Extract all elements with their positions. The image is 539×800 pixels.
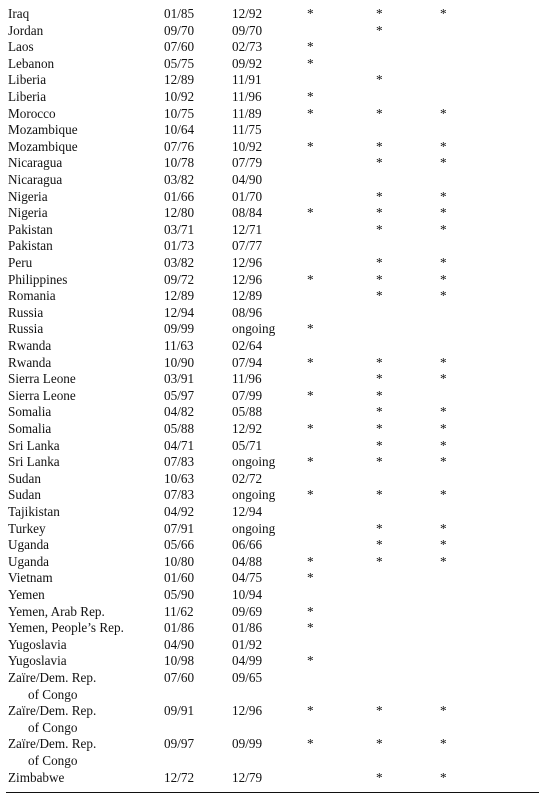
country-name: Pakistan (8, 221, 53, 237)
asterisk-mark-3: * (440, 537, 447, 553)
start-date: 09/70 (164, 22, 195, 38)
asterisk-mark-2: * (376, 520, 383, 536)
table-row (0, 155, 539, 172)
asterisk-mark-3: * (440, 703, 447, 719)
asterisk-mark-2: * (376, 155, 383, 171)
start-date: 07/83 (164, 487, 195, 503)
country-name: Somalia (8, 404, 52, 420)
asterisk-mark-1: * (307, 703, 314, 719)
start-date: 10/75 (164, 105, 195, 121)
start-date: 10/63 (164, 470, 195, 486)
start-date: 07/91 (164, 520, 195, 536)
asterisk-mark-3: * (440, 188, 447, 204)
country-name: Yemen, Arab Rep. (8, 603, 105, 619)
table-row (0, 703, 539, 736)
table-row (0, 122, 539, 139)
asterisk-mark-2: * (376, 288, 383, 304)
start-date: 03/82 (164, 255, 195, 270)
asterisk-mark-2: * (376, 553, 383, 569)
end-date: 11/91 (232, 72, 262, 88)
end-date: 04/99 (232, 653, 263, 669)
asterisk-mark-1: * (307, 39, 314, 55)
country-name: Romania (8, 288, 56, 304)
end-date: 06/66 (232, 537, 263, 553)
asterisk-mark-3: * (440, 205, 447, 221)
table-row (0, 89, 539, 106)
country-name: Rwanda (8, 338, 52, 353)
table-row (0, 388, 539, 405)
start-date: 01/86 (164, 620, 195, 636)
asterisk-mark-3: * (440, 454, 447, 470)
asterisk-mark-1: * (307, 354, 314, 370)
start-date: 12/72 (164, 769, 195, 785)
table-row (0, 670, 539, 703)
end-date: 05/88 (232, 404, 263, 420)
asterisk-mark-1: * (307, 620, 314, 636)
end-date: ongoing (232, 520, 276, 536)
country-name: Nicaragua (8, 155, 63, 171)
table-row (0, 554, 539, 571)
table-row (0, 404, 539, 421)
asterisk-mark-2: * (376, 703, 383, 719)
start-date: 07/60 (164, 670, 195, 685)
asterisk-mark-2: * (376, 371, 383, 387)
table-row (0, 189, 539, 206)
asterisk-mark-2: * (376, 271, 383, 287)
country-name: Russia (8, 321, 44, 337)
start-date: 12/94 (164, 304, 195, 320)
asterisk-mark-2: * (376, 205, 383, 221)
end-date: 12/96 (232, 271, 263, 287)
start-date: 10/64 (164, 122, 195, 138)
end-date: ongoing (232, 454, 276, 470)
start-date: 01/85 (164, 6, 195, 21)
asterisk-mark-3: * (440, 105, 447, 121)
table-row (0, 537, 539, 554)
country-name: Mozambique (8, 138, 78, 154)
asterisk-mark-1: * (307, 321, 314, 337)
table-row (0, 587, 539, 604)
asterisk-mark-2: * (376, 22, 383, 38)
asterisk-mark-2: * (376, 221, 383, 237)
table-row (0, 72, 539, 89)
asterisk-mark-2: * (376, 354, 383, 370)
asterisk-mark-2: * (376, 105, 383, 121)
table-row (0, 770, 539, 787)
table-bottom-rule (6, 792, 539, 793)
end-date: 08/84 (232, 205, 263, 221)
asterisk-mark-3: * (440, 769, 447, 785)
asterisk-mark-1: * (307, 89, 314, 104)
country-name: Uganda (8, 537, 50, 553)
start-date: 03/71 (164, 221, 195, 237)
table-row (0, 238, 539, 255)
end-date: 12/96 (232, 255, 263, 270)
end-date: 12/92 (232, 421, 263, 436)
country-name: Sudan (8, 487, 41, 503)
end-date: 09/99 (232, 736, 263, 752)
asterisk-mark-3: * (440, 371, 447, 387)
asterisk-mark-2: * (376, 6, 383, 21)
country-name: Vietnam (8, 570, 53, 586)
end-date: 12/79 (232, 769, 263, 785)
asterisk-mark-1: * (307, 6, 314, 21)
end-date: 02/64 (232, 338, 263, 353)
end-date: 12/92 (232, 6, 263, 21)
table-row (0, 504, 539, 521)
asterisk-mark-1: * (307, 105, 314, 121)
table-row (0, 521, 539, 538)
end-date: 04/75 (232, 570, 263, 586)
country-name: Jordan (8, 22, 44, 38)
country-name: Sri Lanka (8, 454, 60, 470)
asterisk-mark-3: * (440, 736, 447, 752)
asterisk-mark-1: * (307, 653, 314, 669)
end-date: 09/69 (232, 603, 263, 619)
end-date: 01/86 (232, 620, 263, 636)
start-date: 03/82 (164, 172, 195, 187)
table-row (0, 56, 539, 73)
table-row (0, 305, 539, 322)
country-name: Liberia (8, 72, 47, 88)
table-row (0, 6, 539, 23)
table-row (0, 570, 539, 587)
country-name: Yugoslavia (8, 636, 67, 652)
end-date: 04/88 (232, 553, 263, 569)
country-name: Nigeria (8, 205, 48, 221)
start-date: 07/60 (164, 39, 195, 55)
asterisk-mark-3: * (440, 354, 447, 370)
asterisk-mark-1: * (307, 454, 314, 470)
country-name: Zaïre/Dem. Rep. (8, 736, 97, 752)
asterisk-mark-1: * (307, 138, 314, 154)
country-name: Iraq (8, 6, 30, 21)
end-date: 07/94 (232, 354, 263, 370)
start-date: 05/97 (164, 387, 195, 403)
end-date: 12/89 (232, 288, 263, 304)
start-date: 03/91 (164, 371, 195, 387)
country-name: Turkey (8, 520, 46, 536)
asterisk-mark-3: * (440, 437, 447, 453)
start-date: 12/89 (164, 288, 195, 304)
table-row (0, 471, 539, 488)
table-row (0, 139, 539, 156)
start-date: 05/66 (164, 537, 195, 553)
country-name-continued: of Congo (28, 752, 78, 768)
asterisk-mark-3: * (440, 138, 447, 154)
end-date: 05/71 (232, 437, 263, 453)
end-date: 02/72 (232, 470, 263, 486)
country-name: Laos (8, 39, 34, 55)
country-name: Russia (8, 304, 44, 320)
start-date: 12/89 (164, 72, 195, 88)
table-row (0, 653, 539, 670)
table-row (0, 438, 539, 455)
asterisk-mark-2: * (376, 487, 383, 503)
asterisk-mark-3: * (440, 553, 447, 569)
asterisk-mark-3: * (440, 6, 447, 21)
end-date: ongoing (232, 487, 276, 503)
asterisk-mark-1: * (307, 736, 314, 752)
start-date: 05/88 (164, 421, 195, 436)
start-date: 09/99 (164, 321, 195, 337)
country-name: Peru (8, 255, 33, 270)
end-date: 11/75 (232, 122, 262, 138)
asterisk-mark-3: * (440, 520, 447, 536)
table-row (0, 272, 539, 289)
country-name: Sierra Leone (8, 387, 76, 403)
start-date: 10/90 (164, 354, 195, 370)
asterisk-mark-2: * (376, 769, 383, 785)
country-name: Tajikistan (8, 504, 60, 519)
start-date: 01/60 (164, 570, 195, 586)
table-row (0, 355, 539, 372)
end-date: 12/94 (232, 504, 263, 519)
end-date: 07/77 (232, 238, 263, 254)
asterisk-mark-2: * (376, 421, 383, 436)
end-date: ongoing (232, 321, 276, 337)
table-row (0, 421, 539, 438)
country-name: Yugoslavia (8, 653, 67, 669)
asterisk-mark-3: * (440, 487, 447, 503)
end-date: 09/65 (232, 670, 263, 685)
start-date: 07/83 (164, 454, 195, 470)
asterisk-mark-2: * (376, 437, 383, 453)
end-date: 01/70 (232, 188, 263, 204)
country-name: Yemen, People’s Rep. (8, 620, 124, 636)
start-date: 10/80 (164, 553, 195, 569)
start-date: 01/73 (164, 238, 195, 254)
asterisk-mark-1: * (307, 421, 314, 436)
table-row (0, 736, 539, 769)
start-date: 04/71 (164, 437, 195, 453)
asterisk-mark-1: * (307, 271, 314, 287)
table-row (0, 288, 539, 305)
asterisk-mark-2: * (376, 537, 383, 553)
country-name: Nicaragua (8, 172, 63, 187)
table-row (0, 39, 539, 56)
end-date: 12/96 (232, 703, 263, 719)
table-row (0, 205, 539, 222)
asterisk-mark-3: * (440, 421, 447, 436)
asterisk-mark-1: * (307, 387, 314, 403)
country-name: Sierra Leone (8, 371, 76, 387)
table-row (0, 172, 539, 189)
country-name: Uganda (8, 553, 50, 569)
asterisk-mark-2: * (376, 387, 383, 403)
asterisk-mark-2: * (376, 255, 383, 270)
end-date: 01/92 (232, 636, 263, 652)
table-row (0, 23, 539, 40)
asterisk-mark-3: * (440, 271, 447, 287)
end-date: 11/96 (232, 371, 262, 387)
country-name: Sri Lanka (8, 437, 60, 453)
country-name: Nigeria (8, 188, 48, 204)
start-date: 10/92 (164, 89, 195, 104)
start-date: 11/63 (164, 338, 194, 353)
asterisk-mark-2: * (376, 72, 383, 88)
asterisk-mark-1: * (307, 570, 314, 586)
country-name: Morocco (8, 105, 56, 121)
country-name: Somalia (8, 421, 52, 436)
country-name-continued: of Congo (28, 686, 78, 702)
start-date: 05/75 (164, 55, 195, 71)
country-name: Rwanda (8, 354, 52, 370)
start-date: 09/72 (164, 271, 195, 287)
asterisk-mark-3: * (440, 404, 447, 420)
end-date: 11/96 (232, 89, 262, 104)
asterisk-mark-3: * (440, 255, 447, 270)
start-date: 04/82 (164, 404, 195, 420)
asterisk-mark-1: * (307, 603, 314, 619)
asterisk-mark-2: * (376, 188, 383, 204)
country-name: Yemen (8, 587, 45, 602)
start-date: 10/78 (164, 155, 195, 171)
country-name-continued: of Congo (28, 719, 78, 735)
end-date: 07/99 (232, 387, 263, 403)
end-date: 02/73 (232, 39, 263, 55)
end-date: 10/94 (232, 587, 263, 602)
table-row (0, 371, 539, 388)
country-name: Pakistan (8, 238, 53, 254)
start-date: 10/98 (164, 653, 195, 669)
table-row (0, 338, 539, 355)
start-date: 07/76 (164, 138, 195, 154)
start-date: 09/97 (164, 736, 195, 752)
table-row (0, 255, 539, 272)
start-date: 01/66 (164, 188, 195, 204)
start-date: 05/90 (164, 587, 195, 602)
country-name: Philippines (8, 271, 68, 287)
start-date: 04/90 (164, 636, 195, 652)
end-date: 07/79 (232, 155, 263, 171)
end-date: 04/90 (232, 172, 263, 187)
table-row (0, 620, 539, 637)
end-date: 09/92 (232, 55, 263, 71)
country-name: Sudan (8, 470, 41, 486)
table-row (0, 604, 539, 621)
table-row (0, 321, 539, 338)
asterisk-mark-2: * (376, 736, 383, 752)
end-date: 10/92 (232, 138, 263, 154)
country-name: Zaïre/Dem. Rep. (8, 670, 97, 685)
country-name: Zimbabwe (8, 769, 65, 785)
asterisk-mark-2: * (376, 454, 383, 470)
start-date: 04/92 (164, 504, 195, 519)
start-date: 11/62 (164, 603, 194, 619)
start-date: 09/91 (164, 703, 195, 719)
country-name: Mozambique (8, 122, 78, 138)
asterisk-mark-2: * (376, 138, 383, 154)
asterisk-mark-3: * (440, 221, 447, 237)
table-row (0, 106, 539, 123)
country-name: Liberia (8, 89, 47, 104)
end-date: 11/89 (232, 105, 262, 121)
asterisk-mark-2: * (376, 404, 383, 420)
end-date: 08/96 (232, 304, 263, 320)
asterisk-mark-3: * (440, 155, 447, 171)
end-date: 12/71 (232, 221, 263, 237)
country-name: Lebanon (8, 55, 55, 71)
table-row (0, 637, 539, 654)
asterisk-mark-1: * (307, 55, 314, 71)
asterisk-mark-1: * (307, 487, 314, 503)
end-date: 09/70 (232, 22, 263, 38)
country-name: Zaïre/Dem. Rep. (8, 703, 97, 719)
table-row (0, 454, 539, 471)
asterisk-mark-1: * (307, 205, 314, 221)
asterisk-mark-3: * (440, 288, 447, 304)
table-row (0, 487, 539, 504)
start-date: 12/80 (164, 205, 195, 221)
table-row (0, 222, 539, 239)
asterisk-mark-1: * (307, 553, 314, 569)
